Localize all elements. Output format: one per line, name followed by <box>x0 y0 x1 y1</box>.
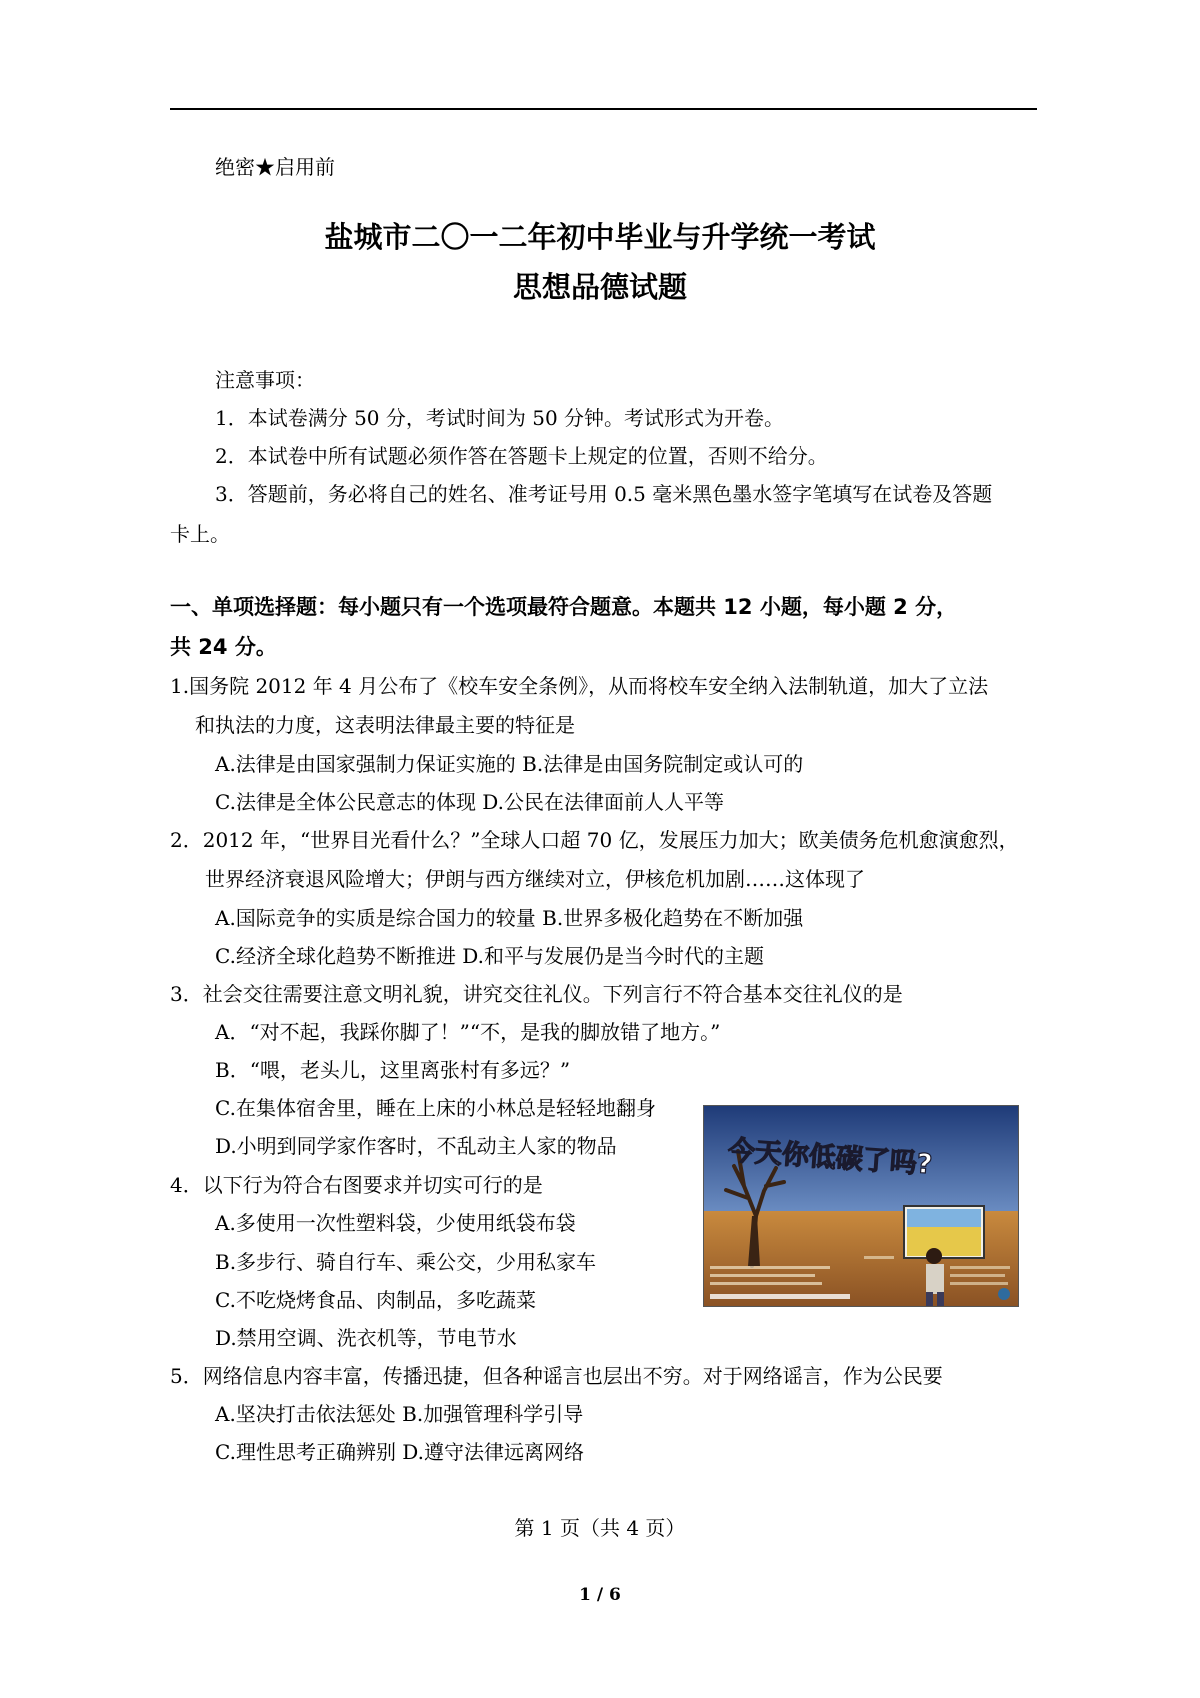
question-3-option-a: A．“对不起，我踩你脚了！”“不，是我的脚放错了地方。” <box>215 1020 721 1044</box>
notes-item-3: 3．答题前，务必将自己的姓名、准考证号用 0.5 毫米黑色墨水签字笔填写在试卷及答题 <box>215 482 993 506</box>
exam-title: 盐城市二〇一二年初中毕业与升学统一考试 <box>324 220 876 254</box>
section-heading: 一、单项选择题：每小题只有一个选项最符合题意。本题共 12 小题，每小题 2 分， <box>170 595 958 619</box>
question-2: 2．2012 年，“世界目光看什么？”全球人口超 70 亿，发展压力加大；欧美债务危机愈演愈烈， <box>170 828 1019 852</box>
low-carbon-poster <box>703 1105 1019 1307</box>
notes-item-3-cont: 卡上。 <box>170 522 230 546</box>
question-5: 5．网络信息内容丰富，传播迅捷，但各种谣言也层出不穷。对于网络谣言，作为公民要 <box>170 1364 943 1388</box>
question-4-option-b: B.多步行、骑自行车、乘公交，少用私家车 <box>215 1250 597 1274</box>
question-1-options-ab: A.法律是由国家强制力保证实施的 B.法律是由国务院制定或认可的 <box>215 752 804 776</box>
poster-illustration <box>704 1106 1018 1306</box>
poster-headline: 今天你低碳了吗? <box>726 1135 934 1181</box>
question-3-option-b: B．“喂，老头儿，这里离张村有多远？” <box>215 1058 571 1082</box>
question-1-options-cd: C.法律是全体公民意志的体现 D.公民在法律面前人人平等 <box>215 790 724 814</box>
page-indicator: 第 1 页（共 4 页） <box>514 1516 686 1540</box>
notes-heading: 注意事项： <box>215 368 315 392</box>
question-2-cont: 世界经济衰退风险增大；伊朗与西方继续对立，伊核危机加剧……这体现了 <box>205 867 865 891</box>
page-number: 1 / 6 <box>579 1585 621 1605</box>
question-4-option-a: A.多使用一次性塑料袋，少使用纸袋布袋 <box>215 1211 576 1235</box>
question-5-options-cd: C.理性思考正确辨别 D.遵守法律远离网络 <box>215 1440 584 1464</box>
top-rule <box>170 108 1037 110</box>
question-2-options-ab: A.国际竞争的实质是综合国力的较量 B.世界多极化趋势在不断加强 <box>215 906 804 930</box>
question-2-options-cd: C.经济全球化趋势不断推进 D.和平与发展仍是当今时代的主题 <box>215 944 764 968</box>
secret-label: 绝密★启用前 <box>215 155 335 179</box>
exam-subtitle: 思想品德试题 <box>512 270 687 304</box>
question-4-option-c: C.不吃烧烤食品、肉制品，多吃蔬菜 <box>215 1288 536 1312</box>
question-1-cont: 和执法的力度，这表明法律最主要的特征是 <box>195 713 575 737</box>
notes-item-2: 2．本试卷中所有试题必须作答在答题卡上规定的位置，否则不给分。 <box>215 444 828 468</box>
section-heading-cont: 共 24 分。 <box>170 635 277 659</box>
question-3: 3．社会交往需要注意文明礼貌，讲究交往礼仪。下列言行不符合基本交往礼仪的是 <box>170 982 903 1006</box>
question-4-option-d: D.禁用空调、洗衣机等，节电节水 <box>215 1326 517 1350</box>
question-3-option-c: C.在集体宿舍里，睡在上床的小林总是轻轻地翻身 <box>215 1096 656 1120</box>
question-5-options-ab: A.坚决打击依法惩处 B.加强管理科学引导 <box>215 1402 584 1426</box>
notes-item-1: 1．本试卷满分 50 分，考试时间为 50 分钟。考试形式为开卷。 <box>215 406 785 430</box>
question-3-option-d: D.小明到同学家作客时，不乱动主人家的物品 <box>215 1134 617 1158</box>
question-4: 4．以下行为符合右图要求并切实可行的是 <box>170 1173 543 1197</box>
question-1: 1.国务院 2012 年 4 月公布了《校车安全条例》，从而将校车安全纳入法制轨道，加大了立法 <box>170 674 989 698</box>
